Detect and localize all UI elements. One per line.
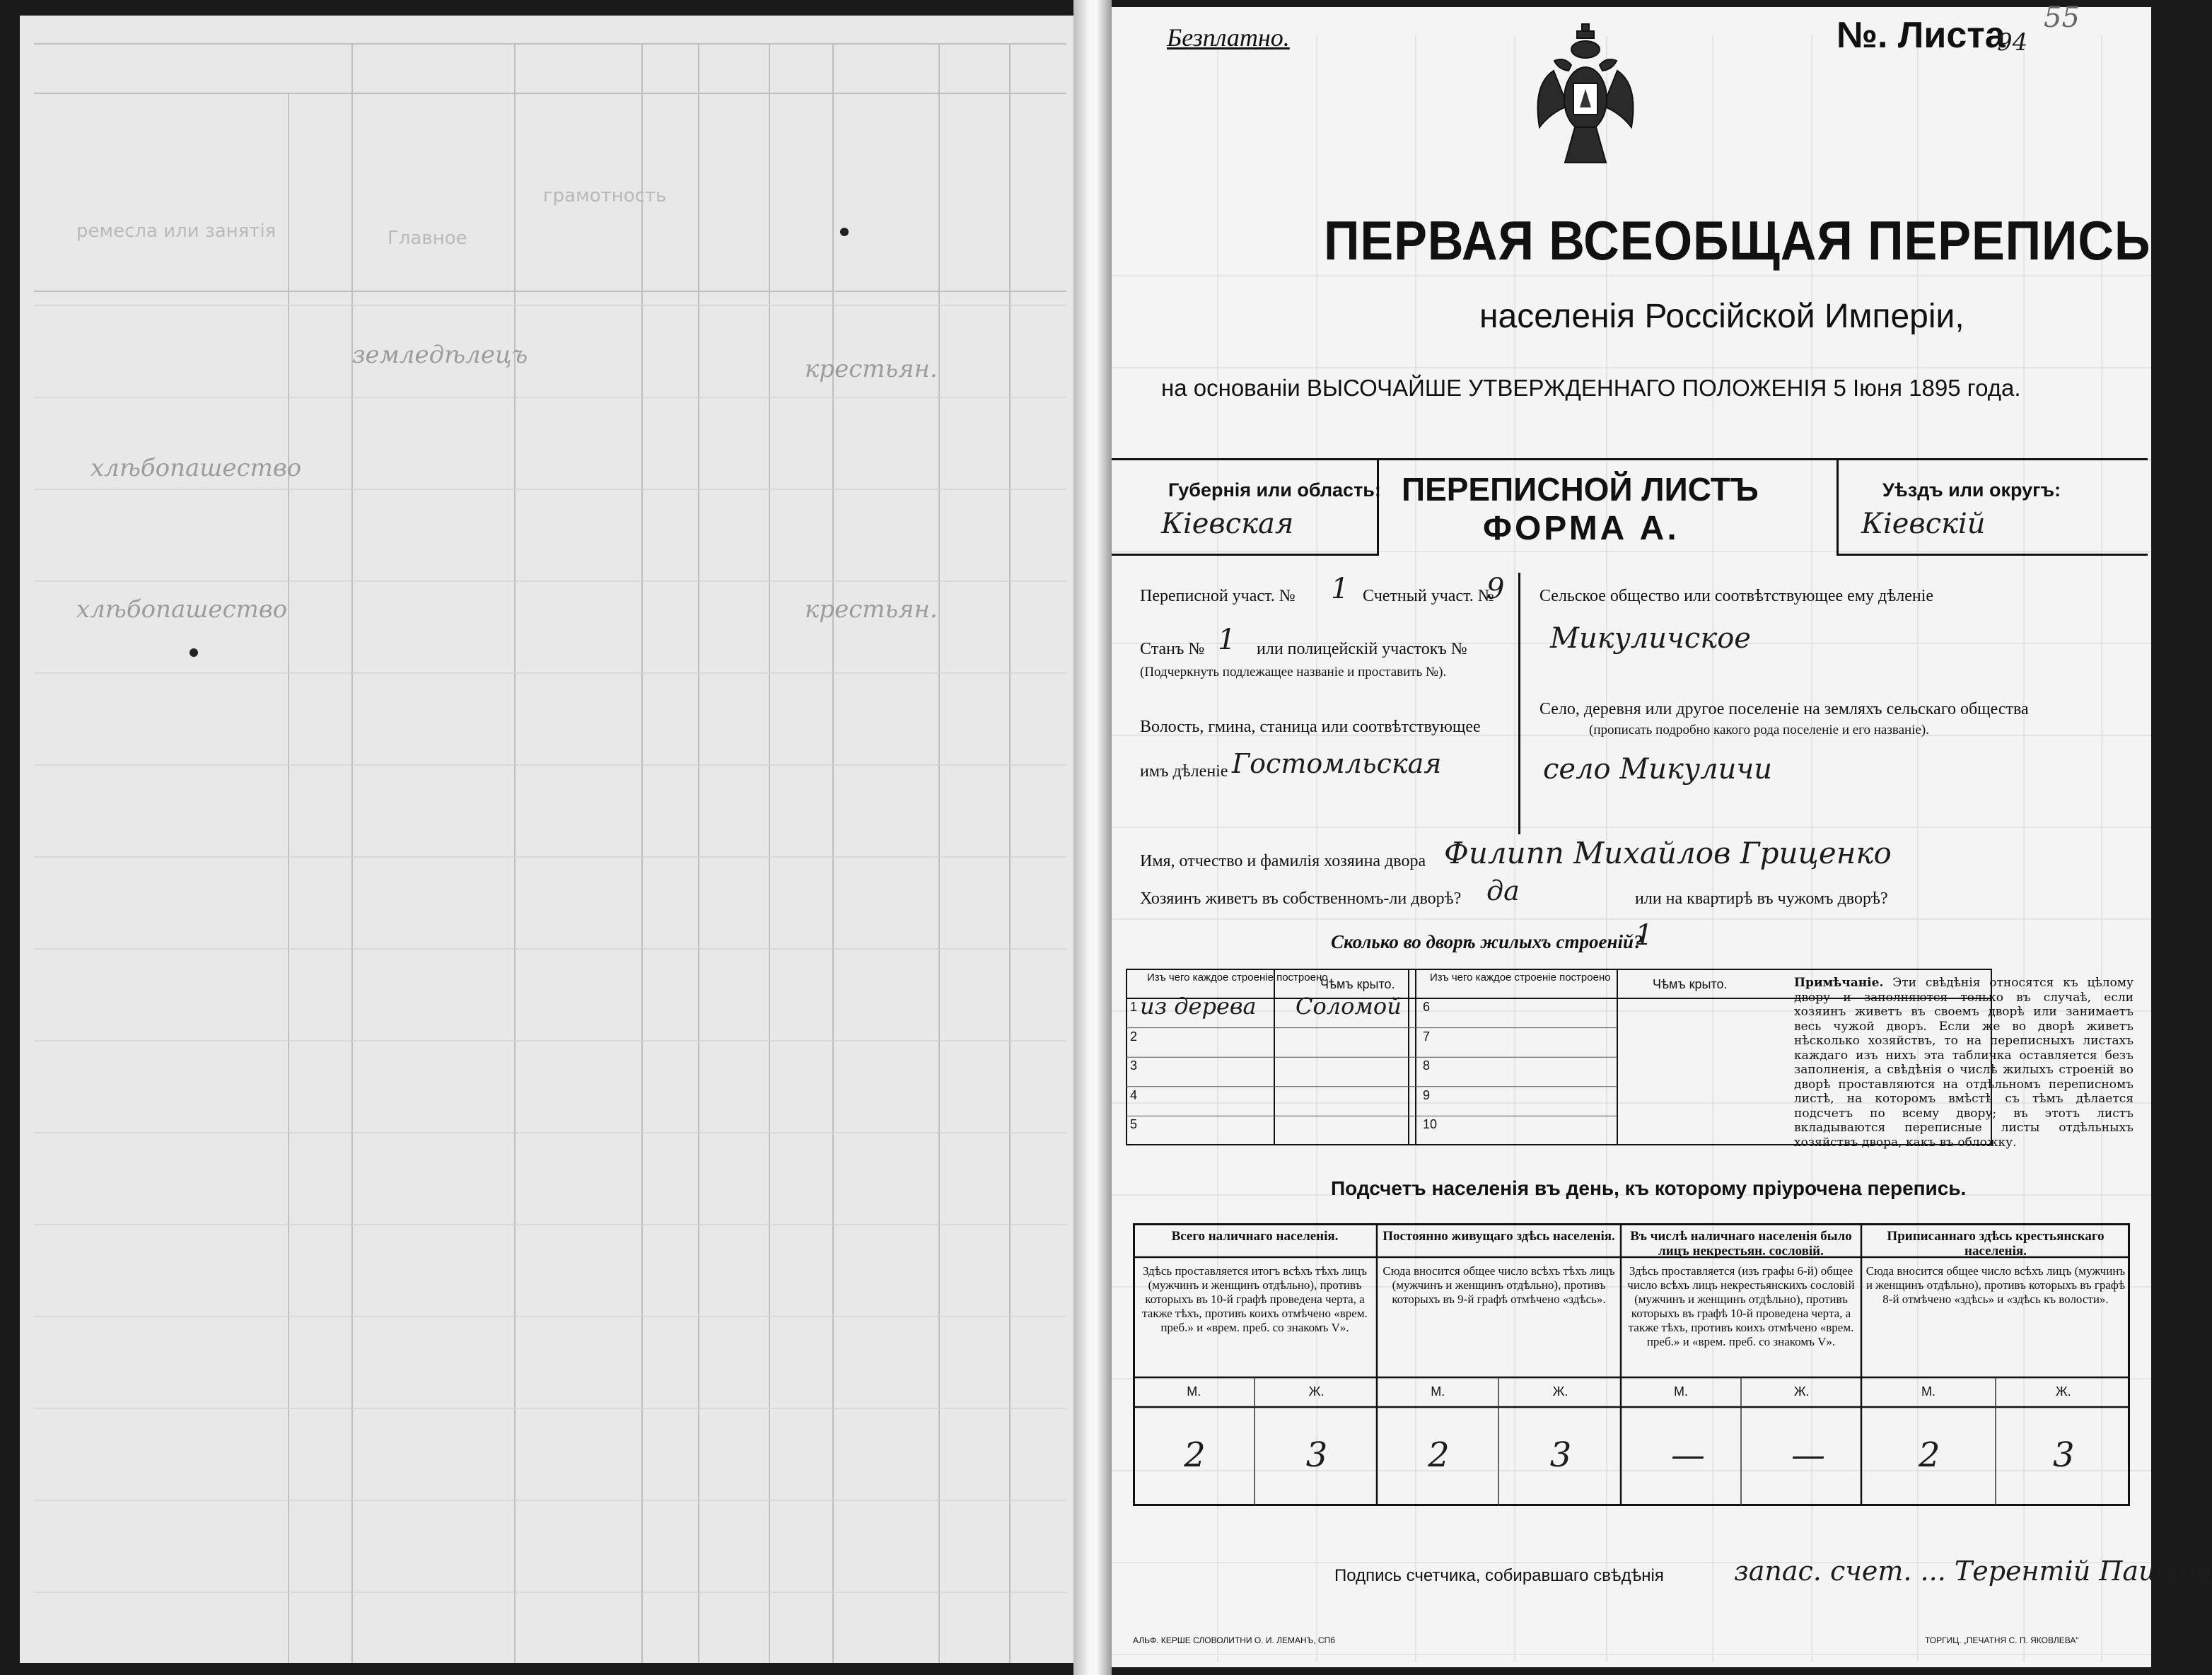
count-area-value: 9 — [1486, 573, 1505, 605]
sheet-label: №. Листа — [1836, 15, 2006, 56]
count-column-title: Въ числѣ наличнаго населенія было лицъ некрестьян. сословій. — [1630, 1229, 1852, 1259]
district-box — [1836, 458, 2148, 556]
book-gutter — [1073, 0, 1112, 1675]
male-count: 2 — [1428, 1435, 1450, 1475]
province-label: Губернія или область: — [1168, 479, 1381, 501]
stan-value: 1 — [1218, 624, 1236, 656]
volost-value: Гостомльская — [1232, 748, 1442, 779]
signature-label: Подпись счетчика, собиравшаго свѣдѣнія — [1334, 1566, 1664, 1585]
count-column-description: Здѣсь проставляется итогъ всѣхъ тѣхъ лицъ (мужчинъ и женщинъ отдѣльно), противъ которыхъ въ 10-й графѣ проведена черта, а также тѣхъ, противъ коихъ отмѣчено «врем. преб.» и «врем. преб. со знакомъ V». — [1142, 1264, 1368, 1334]
building-row-number: 7 — [1423, 1029, 1431, 1044]
building-row-number: 2 — [1130, 1029, 1138, 1044]
imprint-right: ТОРГИЦ. „ПЕЧАТНЯ С. П. ЯКОВЛЕВА" — [1925, 1635, 2079, 1645]
lives-own-label: Хозяинъ живетъ въ собственномъ-ли дворѣ? — [1140, 889, 1462, 908]
ink-spot — [840, 228, 849, 236]
building-row-number: 10 — [1423, 1117, 1438, 1132]
left-ghost-hand-1: хлѣбопашество — [91, 454, 302, 482]
left-ghost-hand-3: хлѣбопашество — [76, 595, 288, 624]
building-material: из дерева — [1140, 993, 1257, 1020]
census-area-value: 1 — [1331, 573, 1349, 605]
count-column-title: Постоянно живущаго здѣсь населенія. — [1382, 1229, 1615, 1244]
village-value: село Микуличи — [1543, 753, 1773, 786]
building-row-number: 6 — [1423, 1000, 1431, 1014]
province-box — [1112, 458, 1379, 556]
male-label: М. — [1431, 1384, 1445, 1399]
signature-value: запас. счет. ... Терентій Пашков — [1734, 1556, 2212, 1587]
count-column-description: Здѣсь проставляется (изъ графы 6-й) общее число всѣхъ лицъ некрестьянскихъ сословій (мужчинъ и женщинъ отдѣльно), противъ которыхъ въ графѣ 10-й проведена черта, а также тѣхъ, противъ коихъ отмѣчено «врем. преб.» и «врем. преб. со знакомъ V». — [1627, 1264, 1855, 1348]
sheet-number: 94 — [1997, 28, 2028, 57]
male-label: М. — [1187, 1384, 1201, 1399]
female-label: Ж. — [2056, 1384, 2071, 1399]
imperial-eagle-emblem — [1532, 21, 1638, 184]
census-area-label: Переписной участ. № — [1140, 587, 1296, 605]
building-row-number: 9 — [1423, 1087, 1431, 1102]
col-roof-left: Чѣмъ крыто. — [1320, 977, 1395, 991]
male-label: М. — [1674, 1384, 1688, 1399]
lives-rent-label: или на квартирѣ въ чужомъ дворѣ? — [1635, 889, 1888, 908]
building-row-number: 5 — [1130, 1117, 1138, 1132]
count-column-description: Сюда вносится общее число всѣхъ лицъ (мужчинъ и женщинъ отдѣльно), противъ которыхъ въ графѣ 8-й отмѣчено «здѣсь» и «здѣсь къ волости». — [1865, 1264, 2126, 1306]
building-row-number: 8 — [1423, 1058, 1431, 1073]
count-area-label: Счетный участ. № — [1363, 587, 1494, 605]
left-ghost-1: ремесла или занятія — [76, 221, 276, 242]
count-column-title: Приписаннаго здѣсь крестьянскаго населенія. — [1887, 1229, 2105, 1259]
col-material-left: Изъ чего каждое строеніе построено — [1147, 971, 1328, 984]
province-value: Кіевская — [1161, 508, 1294, 540]
imprint-left: АЛЬФ. КЕРШЕ СЛОВОЛИТНИ О. И. ЛЕМАНЪ, СПб — [1133, 1635, 1336, 1645]
fields-divider — [1518, 573, 1520, 834]
sheet-title: ПЕРЕПИСНОЙ ЛИСТЪ — [1402, 471, 1759, 508]
building-roof: Соломой — [1296, 993, 1402, 1020]
building-row-number: 1 — [1130, 1000, 1138, 1014]
female-label: Ж. — [1794, 1384, 1810, 1399]
building-row-number: 4 — [1130, 1087, 1138, 1102]
ink-spot — [190, 648, 198, 657]
volost-label-1: Волость, гмина, станица или соотвѣтствующее — [1140, 718, 1481, 736]
note-block — [1794, 976, 2134, 1150]
col-roof-right: Чѣмъ крыто. — [1653, 977, 1728, 991]
stan-label: Станъ № — [1140, 640, 1205, 658]
male-count: 2 — [1919, 1435, 1940, 1475]
count-heading: Подсчетъ населенія въ день, къ которому пріурочена перепись. — [1331, 1177, 1967, 1199]
female-label: Ж. — [1308, 1384, 1325, 1399]
district-label: Уѣздъ или округъ: — [1882, 479, 2061, 501]
left-ghost-hand-2: земледѣлецъ — [352, 341, 528, 369]
male-count: — — [1671, 1435, 1705, 1475]
col-material-right: Изъ чего каждое строеніе построено — [1430, 971, 1611, 984]
buildings-value: 1 — [1635, 919, 1653, 952]
female-label: Ж. — [1552, 1384, 1568, 1399]
form-main-title: ПЕРВАЯ ВСЕОБЩАЯ ПЕРЕПИСЬ — [1324, 209, 2151, 272]
police-label: или полицейскій участокъ № — [1257, 640, 1467, 658]
society-label: Сельское общество или соотвѣтствующее ему дѣленіе — [1539, 587, 1934, 605]
village-label: Село, деревня или другое поселеніе на земляхъ сельскаго общества — [1539, 700, 2029, 718]
count-column-description: Сюда вносится общее число всѣхъ тѣхъ лицъ (мужчинъ и женщинъ отдѣльно), противъ которыхъ въ 9-й графѣ отмѣчено «здѣсь». — [1382, 1264, 1615, 1306]
left-ghost-hand-5: крестьян. — [805, 595, 938, 624]
archive-page-number: 55 — [2044, 1, 2080, 34]
note-heading: Примѣчаніе. — [1794, 976, 1884, 990]
form-legal-basis: на основаніи ВЫСОЧАЙШЕ УТВЕРЖДЕННАГО ПОЛОЖЕНІЯ 5 Іюня 1895 года. — [1161, 375, 2021, 401]
owner-value: Филипп Михайлов Гриценко — [1444, 836, 1892, 870]
free-label: Безплатно. — [1167, 23, 1290, 52]
stan-note: (Подчеркнуть подлежащее названіе и проставить №). — [1140, 665, 1447, 679]
male-count: 2 — [1184, 1435, 1206, 1475]
form-a-title: ФОРМА А. — [1483, 510, 1680, 547]
male-label: М. — [1921, 1384, 1936, 1399]
lives-own-value: да — [1486, 875, 1520, 906]
female-count: 3 — [2053, 1435, 2075, 1475]
left-page-grid — [20, 16, 1073, 1663]
volost-label-2: имъ дѣленіе — [1140, 762, 1228, 781]
form-subtitle: населенія Россійской Имперіи, — [1479, 298, 1964, 335]
left-ghost-hand-4: крестьян. — [805, 355, 938, 383]
buildings-label: Сколько во дворѣ жилыхъ строеній? — [1331, 931, 1643, 952]
left-page — [20, 16, 1073, 1663]
village-note: (прописать подробно какого рода поселеніе и его названіе). — [1589, 723, 1929, 737]
left-ghost-2: Главное — [388, 228, 467, 249]
female-count: — — [1791, 1435, 1825, 1475]
female-count: 3 — [1549, 1435, 1572, 1475]
count-column-title: Всего наличнаго населенія. — [1171, 1229, 1339, 1244]
building-row-number: 3 — [1130, 1058, 1138, 1073]
left-ghost-3: грамотность — [543, 185, 667, 206]
society-value: Микуличское — [1550, 622, 1751, 655]
owner-label: Имя, отчество и фамилія хозяина двора — [1140, 852, 1426, 870]
note-text: Эти свѣдѣнія относятся къ цѣлому двору и заполняются только въ случаѣ, если хозяинъ живетъ въ своемъ дворѣ или занимаетъ весь чужой дворъ. Если же во дворѣ живетъ нѣсколько хозяйствъ, то на переписныхъ листахъ каждаго изъ нихъ эта табличка оставляется безъ заполненія, а свѣдѣнія о числѣ жилыхъ строеній во дворѣ проставляются на отдѣльномъ переписномъ листѣ, на которомъ вмѣстѣ съ тѣмъ дѣлается подсчетъ по всему двору; въ этотъ листъ вкладываются переписные листы отдѣльныхъ хозяйствъ двора, какъ въ обложку. — [1794, 976, 2134, 1150]
district-value: Кіевскій — [1861, 508, 1986, 540]
female-count: 3 — [1305, 1435, 1328, 1475]
census-form-page — [1112, 1, 2212, 1667]
